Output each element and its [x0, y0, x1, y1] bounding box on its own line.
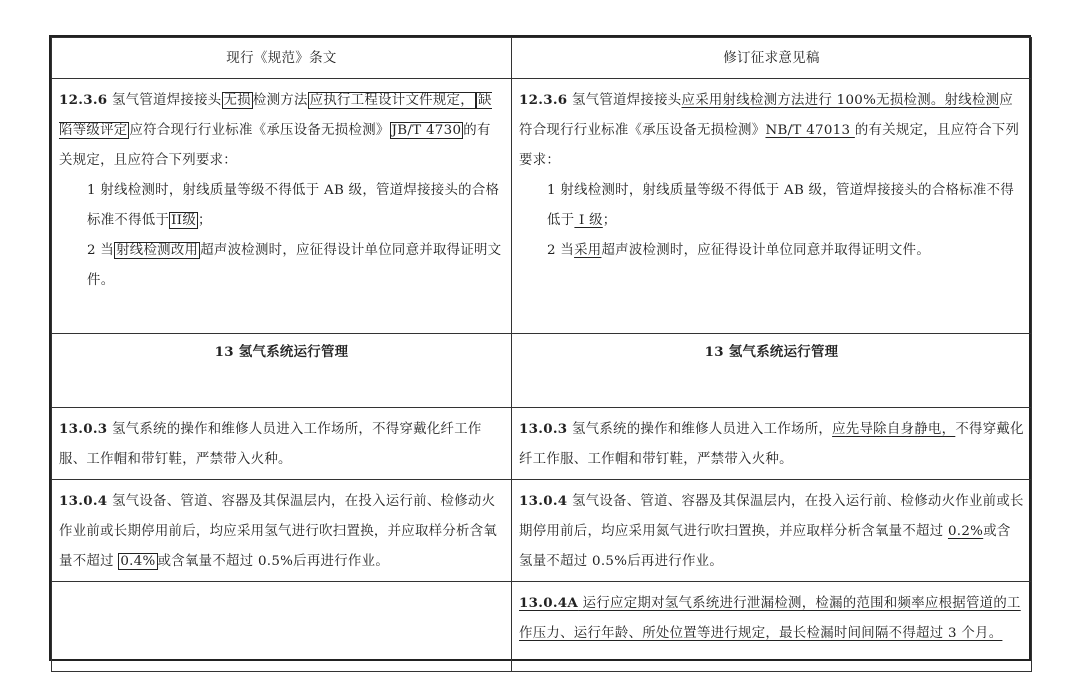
boxed-term: 0.4% — [120, 554, 156, 569]
boxed-term: II级 — [171, 213, 197, 228]
cell-13-0-4-current — [52, 480, 512, 582]
boxed-term: 无损 — [223, 93, 251, 108]
clause-13-0-3-revision-body: 13.0.3 氢气系统的操作和维修人员进入工作场所，应先导除自身静电，不得穿戴化纤工作服、工作帽和带钉鞋，严禁带入火种。 — [519, 421, 1024, 467]
underlined-change: 0.2% — [947, 524, 984, 539]
header-revision-draft: 修订征求意见稿 — [512, 38, 1032, 79]
clause-12-3-6-current-item-1: 1 射线检测时，射线质量等级不得低于 AB 级，管道焊接接头的合格标准不得低于 II级 ； — [87, 183, 500, 228]
comparison-table — [49, 35, 1031, 661]
comparison-grid — [51, 37, 1032, 672]
cell-13-0-3-current — [52, 408, 512, 480]
underlined-change: I 级 — [574, 213, 603, 228]
cell-13-0-4a-current-empty — [52, 582, 512, 672]
cell-13-0-4a-revision — [512, 582, 1032, 672]
row-13-0-4a — [52, 582, 1032, 672]
header-current-code: 现行《规范》条文 — [52, 38, 512, 79]
clause-12-3-6-current-item-2: 2 当 射线检测改用 超声波检测时，应征得设计单位同意并取得证明文件。 — [87, 243, 502, 288]
boxed-term: JB/T 4730 — [391, 123, 462, 138]
row-13-0-3 — [52, 408, 1032, 480]
cell-12-3-6-current — [52, 79, 512, 334]
underlined-change: 应先导除自身静电， — [832, 422, 956, 437]
underlined-change: NB/T 47013 — [765, 123, 855, 138]
clause-13-0-4-revision-body: 13.0.4 氢气设备、管道、容器及其保温层内，在投入运行前、检修动火作业前或长期停用前后，均应采用氮气进行吹扫置换，并应取样分析含氧量不超过 0.2%或含氢量不超过 0.5%后再进行作业。 — [519, 493, 1024, 569]
clause-12-3-6-current-body: 12.3.6 氢气管道焊接接头 无损 检测方法 应执行工程设计文件规定， 缺陷等级评定 应符合现行行业标准《承压设备无损检测》 JB/T 4730 的有关规定，且应符合下列要求： — [59, 92, 492, 168]
cell-12-3-6-revision — [512, 79, 1032, 334]
clause-12-3-6-revision-item-2: 2 当采用超声波检测时，应征得设计单位同意并取得证明文件。 — [547, 243, 931, 258]
row-section-13 — [52, 334, 1032, 408]
cell-13-0-3-revision — [512, 408, 1032, 480]
header-row — [52, 38, 1032, 79]
row-12-3-6 — [52, 79, 1032, 334]
clause-12-3-6-revision-body: 12.3.6 氢气管道焊接接头应采用射线检测方法进行 100%无损检测。射线检测应符合现行行业标准《承压设备无损检测》NB/T 47013 的有关规定，且应符合下列要求： — [519, 92, 1020, 168]
section-title-revision: 13 氢气系统运行管理 — [512, 334, 1032, 408]
boxed-term: 应执行工程设计文件规定， — [309, 93, 474, 108]
clause-13-0-4a-revision-body: 13.0.4A 运行应定期对氢气系统进行泄漏检测，检漏的范围和频率应根据管道的工作压力、运行年龄、所处位置等进行规定，最长检漏时间间隔不得超过 3 个月。 — [519, 595, 1021, 641]
clause-12-3-6-revision-item-1: 1 射线检测时，射线质量等级不得低于 AB 级，管道焊接接头的合格标准不得低于 I 级； — [547, 183, 1015, 228]
boxed-term: 射线检测改用 — [116, 243, 199, 258]
section-title-current: 13 氢气系统运行管理 — [52, 334, 512, 408]
underlined-change: 应采用射线检测方法进行 100%无损检测。射线检测 — [681, 93, 1000, 108]
clause-13-0-3-current-body: 13.0.3 氢气系统的操作和维修人员进入工作场所，不得穿戴化纤工作服、工作帽和带钉鞋，严禁带入火种。 — [59, 421, 482, 467]
row-13-0-4 — [52, 480, 1032, 582]
cell-13-0-4-revision — [512, 480, 1032, 582]
clause-13-0-4-current-body: 13.0.4 氢气设备、管道、容器及其保温层内，在投入运行前、检修动火作业前或长期停用前后，均应采用氢气进行吹扫置换，并应取样分析含氧量不超过 0.4% 或含氧量不超过 0.5%后再进行作业。 — [59, 493, 498, 569]
underlined-change: 采用 — [574, 243, 602, 258]
boxed-term: 缺陷等级评定 — [59, 93, 492, 138]
